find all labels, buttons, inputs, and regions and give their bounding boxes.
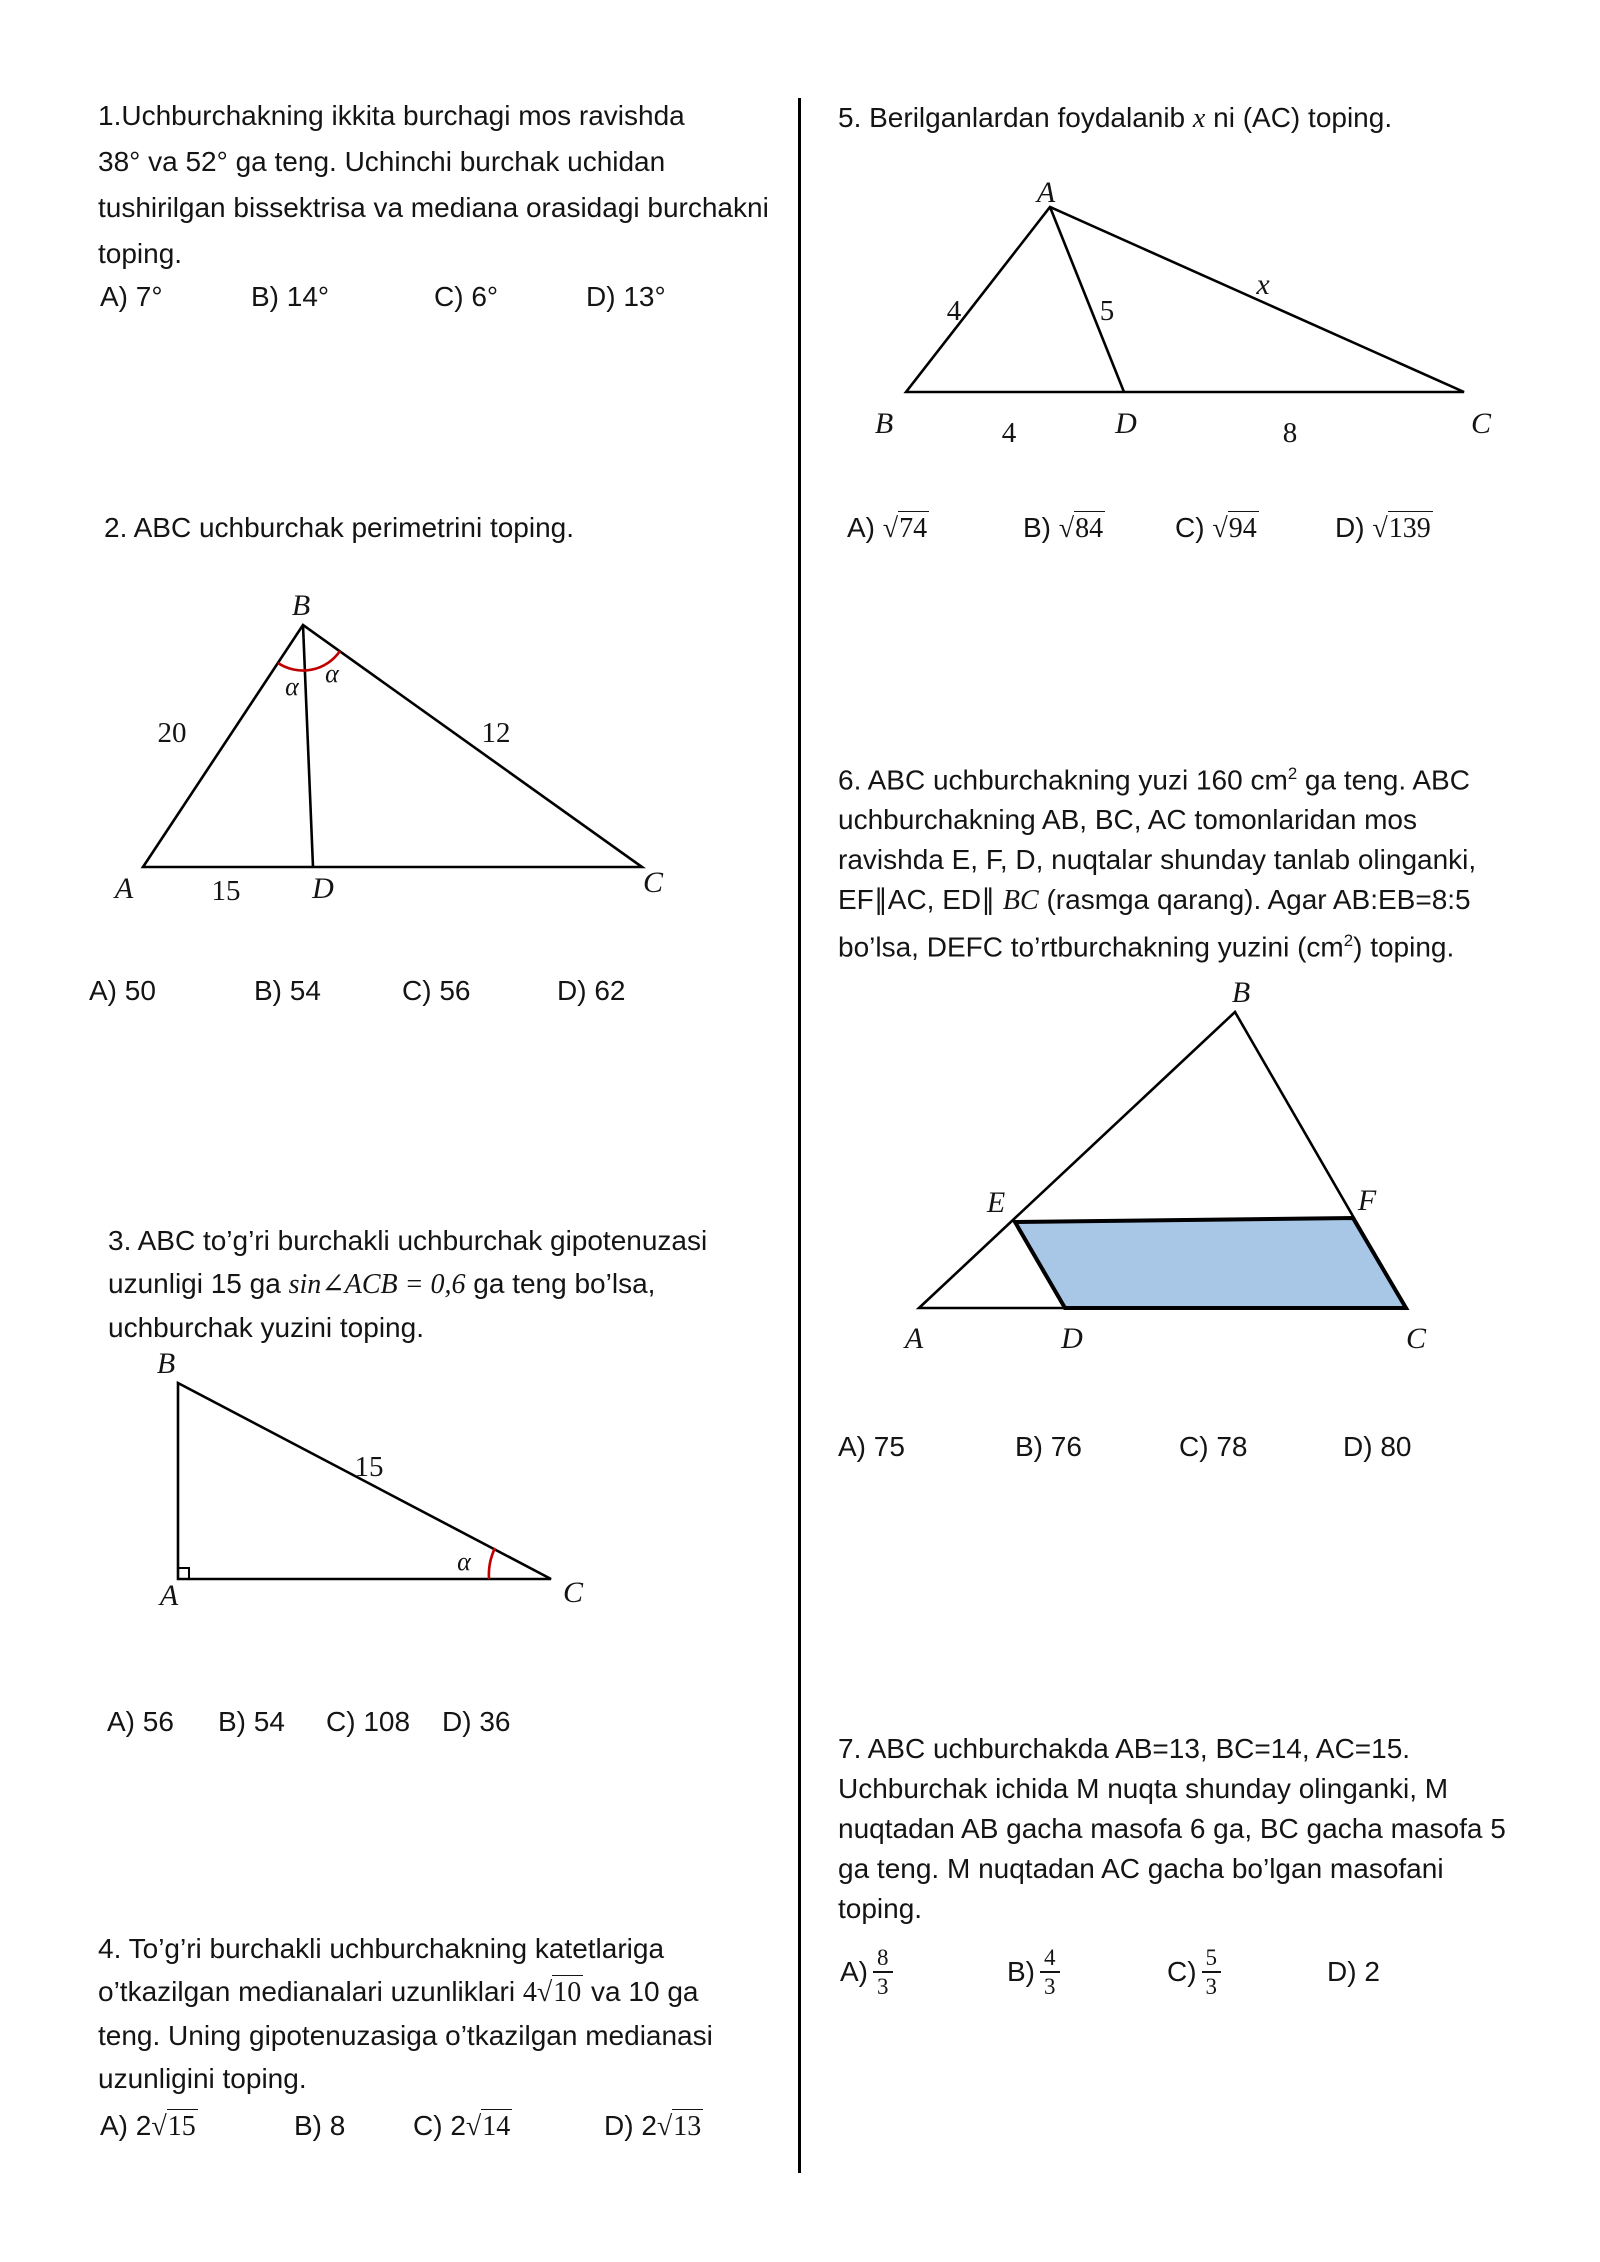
answer-2-a: A) 50 <box>89 975 156 1006</box>
angle-bisector-bd <box>303 625 313 867</box>
right-angle-mark <box>178 1568 189 1579</box>
vertex-label-a: A <box>114 872 134 905</box>
answer-1-a: A) 7° <box>100 281 163 312</box>
alpha-label-right: α <box>325 659 339 688</box>
problem-2-title <box>104 505 574 551</box>
parallelogram-defc <box>1015 1218 1406 1308</box>
triangle-diagram-p6 <box>860 960 1480 1360</box>
vertex-label-c: C <box>562 1576 584 1609</box>
text-line: 3. ABC to’g’ri burchakli uchburchak gipotenuzasi <box>108 1225 708 1256</box>
vertex-label-f: F <box>1357 1184 1377 1217</box>
answer-1-c: C) 6° <box>434 281 499 312</box>
answer-3-a: A) 56 <box>107 1706 174 1737</box>
text-line: teng. Uning gipotenuzasiga o’tkazilgan medianasi <box>98 2020 713 2051</box>
answer-6-d: D) 80 <box>1343 1431 1412 1462</box>
inline-math: 4√10 <box>522 1977 582 2008</box>
side-length-ab: 20 <box>157 717 187 749</box>
fraction: $\frac{5}{3}$ <box>1202 1945 1222 2000</box>
answer-6-b: B) 76 <box>1015 1431 1082 1462</box>
superscript: 2 <box>1287 764 1298 783</box>
text-line: 1.Uchburchakning ikkita burchagi mos ravishda <box>98 100 685 131</box>
vertex-label-a: A <box>1036 176 1056 209</box>
problem-5-title <box>838 95 1392 142</box>
side-label-x: x <box>1256 268 1270 301</box>
alpha-label-left: α <box>285 672 299 701</box>
answer-4-c: C) 2√14 <box>413 2110 511 2142</box>
text-line: tushirilgan bissektrisa va mediana orasidagi burchakni <box>98 192 769 223</box>
answer-5-c: C) √94 <box>1175 512 1257 544</box>
text-line: 4. To’g’ri burchakli uchburchakning katetlariga <box>98 1933 665 1964</box>
side-length-ab: 4 <box>946 295 962 327</box>
hypotenuse-length: 15 <box>354 1451 384 1483</box>
text-line: ravishda E, F, D, nuqtalar shunday tanlab olinganki, <box>838 844 1477 876</box>
vertex-label-d: D <box>1115 407 1137 440</box>
triangle-outline <box>906 207 1464 392</box>
text-line: uchburchak yuzini toping. <box>108 1312 424 1343</box>
answer-5-d: D) √139 <box>1335 512 1431 544</box>
triangle-diagram-p2 <box>90 570 750 930</box>
answer-1-b: B) 14° <box>251 281 330 312</box>
answer-6-a: A) 75 <box>838 1431 905 1462</box>
fraction: $\frac{4}{3}$ <box>1040 1945 1060 2000</box>
side-length-bc: 12 <box>481 717 511 749</box>
sqrt-sign: √ <box>151 2111 167 2142</box>
sqrt-sign: √ <box>656 2111 673 2142</box>
segment-length-dc: 8 <box>1282 417 1298 449</box>
text-line: 7. ABC uchburchakda AB=13, BC=14, AC=15. <box>838 1733 1411 1764</box>
answer-4-a: A) 2√15 <box>100 2110 196 2142</box>
answer-2-b: B) 54 <box>254 975 321 1006</box>
triangle-diagram-p5 <box>820 160 1520 460</box>
inline-math: x <box>1192 103 1206 134</box>
text-line: 6. ABC uchburchakning yuzi 160 $cm^2$ ga teng. ABC <box>838 764 1470 796</box>
inline-math: sin∠ACB = 0,6 <box>288 1269 466 1300</box>
superscript: 2 <box>1343 931 1354 951</box>
answer-7-d: D) 2 <box>1327 1956 1380 1987</box>
text-line: uchburchakning AB, BC, AC tomonlaridan mos <box>838 804 1417 836</box>
text-line: nuqtadan AB gacha masofa 6 ga, BC gacha masofa 5 <box>838 1813 1506 1844</box>
text-line: Uchburchak ichida M nuqta shunday olinganki, M <box>838 1773 1449 1804</box>
answer-2-c: C) 56 <box>402 975 471 1006</box>
sqrt-sign: √ <box>536 1977 553 2008</box>
answer-2-d: D) 62 <box>557 975 626 1006</box>
text-line: 2. ABC uchburchak perimetrini toping. <box>104 512 575 543</box>
alpha-label: α <box>457 1547 471 1576</box>
text-line: EF∥AC, ED∥ BC (rasmga qarang). Agar AB:EB=8:5 <box>838 884 1471 917</box>
vertex-label-b: B <box>874 407 894 440</box>
answer-3-d: D) 36 <box>442 1706 511 1737</box>
answer-4-d: D) 2√13 <box>604 2110 702 2142</box>
triangle-diagram-p3 <box>100 1330 660 1630</box>
text-line: ga teng. M nuqtadan AC gacha bo’lgan masofani <box>838 1853 1444 1884</box>
angle-arc <box>489 1548 495 1579</box>
text-line: 5. Berilganlardan foydalanib x ni (AC) toping. <box>838 102 1393 134</box>
vertex-label-b: B <box>1231 976 1251 1009</box>
problem-7-text <box>838 1729 1506 1929</box>
answer-6-c: C) 78 <box>1179 1431 1248 1462</box>
vertex-label-a: A <box>904 1322 924 1355</box>
answer-1-d: D) 13° <box>586 281 666 312</box>
answer-5-b: B) √84 <box>1023 512 1104 544</box>
answer-7-b: B) $\frac{4}{3}$ <box>1007 1940 1060 2004</box>
answer-7-a: A) $\frac{8}{3}$ <box>840 1940 893 2004</box>
problem-1-text <box>98 93 769 277</box>
segment-length-ad: 5 <box>1099 295 1115 327</box>
sqrt-sign: √ <box>465 2111 482 2142</box>
vertex-label-c: C <box>1405 1322 1427 1355</box>
inline-math: BC <box>1002 885 1039 917</box>
vertex-label-b: B <box>291 589 311 622</box>
answer-4-b: B) 8 <box>294 2110 346 2141</box>
triangle-outline <box>143 625 642 867</box>
text-line: o’tkazilgan medianalari uzunliklari 4√10 va 10 ga <box>98 1976 699 2008</box>
vertex-label-d: D <box>1061 1322 1083 1355</box>
answer-3-c: C) 108 <box>326 1706 411 1737</box>
vertex-label-d: D <box>312 872 334 905</box>
sqrt-sign: √ <box>1058 513 1075 544</box>
segment-length-ad: 15 <box>211 875 241 907</box>
vertex-label-a: A <box>159 1579 179 1612</box>
vertex-label-e: E <box>986 1186 1006 1219</box>
answer-7-c: C) $\frac{5}{3}$ <box>1167 1940 1221 2004</box>
vertex-label-c: C <box>642 866 664 899</box>
problem-4-text <box>98 1927 713 2100</box>
text-line: toping. <box>838 1893 923 1924</box>
vertex-label-b: B <box>156 1347 176 1380</box>
text-line: 38° va 52° ga teng. Uchinchi burchak uchidan <box>98 146 666 177</box>
text-line: bo’lsa, DEFC to’rtburchakning yuzini $(cm^2)$ toping. <box>838 931 1455 963</box>
column-divider <box>798 98 801 2173</box>
sqrt-sign: √ <box>882 513 899 544</box>
text-line: uzunligini toping. <box>98 2063 307 2094</box>
answer-5-a: A) √74 <box>847 512 928 544</box>
sqrt-sign: √ <box>1372 513 1388 544</box>
text-line: toping. <box>98 238 183 269</box>
sqrt-sign: √ <box>1212 513 1228 544</box>
segment-length-bd: 4 <box>1001 417 1017 449</box>
fraction: $\frac{8}{3}$ <box>873 1945 893 2000</box>
problem-6-text <box>838 754 1476 968</box>
answer-3-b: B) 54 <box>218 1706 285 1737</box>
vertex-label-c: C <box>1470 407 1492 440</box>
text-line: uzunligi 15 ga sin∠ACB = 0,6 ga teng bo’lsa, <box>108 1268 656 1300</box>
